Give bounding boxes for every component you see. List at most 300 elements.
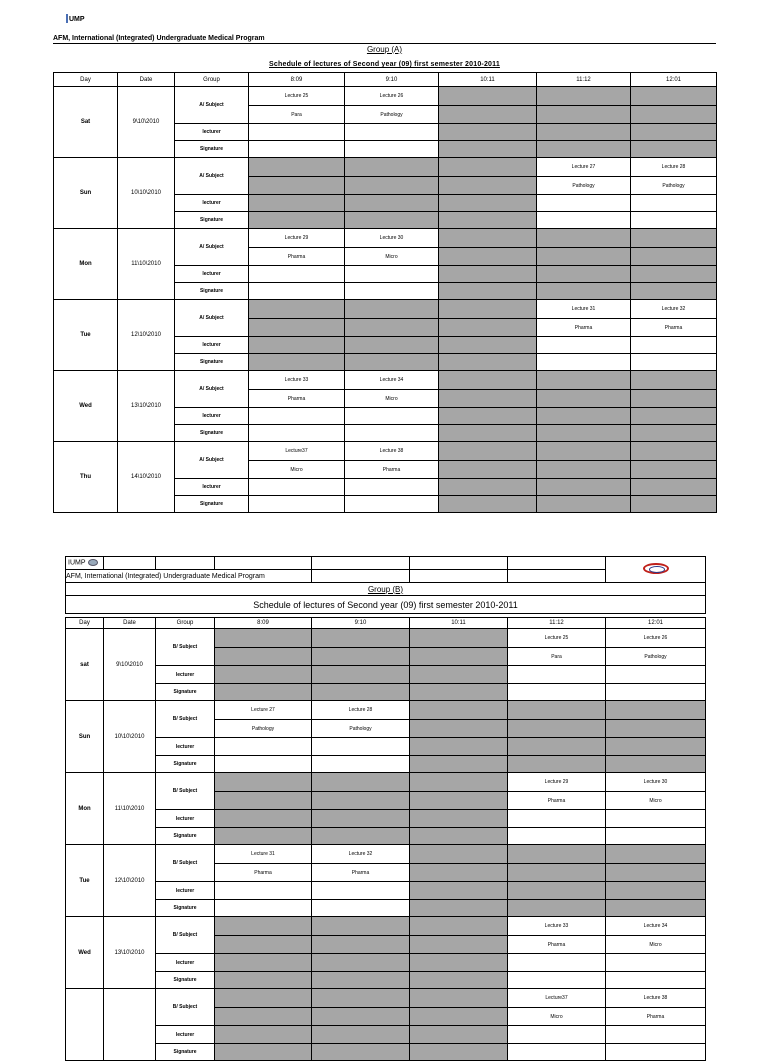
empty-slot (439, 496, 537, 513)
lecture-number: Lecture 27 (215, 701, 312, 720)
empty-slot (537, 248, 631, 266)
empty-slot (537, 408, 631, 425)
empty-slot (631, 390, 717, 408)
date-cell: 9\10\2010 (104, 629, 156, 701)
empty-slot (537, 229, 631, 248)
lecturer-cell (249, 266, 345, 283)
day-cell: Tue (54, 300, 118, 371)
table-row (66, 954, 706, 972)
empty-slot (537, 106, 631, 124)
lecture-number: Lecture 29 (508, 773, 606, 792)
date-cell: 10\10\2010 (104, 701, 156, 773)
lecture-number: Lecture 27 (537, 158, 631, 177)
day-cell: Sun (54, 158, 118, 229)
empty-slot (606, 701, 706, 720)
day-cell: Wed (66, 917, 104, 989)
empty-slot (410, 989, 508, 1008)
ump-logo-icon (66, 14, 68, 23)
empty-slot (215, 1026, 312, 1044)
lecture-number: Lecture 33 (249, 371, 345, 390)
table-row (66, 629, 706, 648)
day-cell: Thu (54, 442, 118, 513)
lecturer-cell (345, 479, 439, 496)
lecturer-cell (631, 195, 717, 212)
header-blank-cell (508, 557, 606, 570)
signature-cell (215, 900, 312, 917)
lecture-number: Lecture 30 (345, 229, 439, 248)
signature-cell (249, 496, 345, 513)
empty-slot (345, 212, 439, 229)
emblem-icon (643, 563, 669, 574)
empty-slot (345, 158, 439, 177)
lecture-number: Lecture 38 (345, 442, 439, 461)
column-header: 9:10 (345, 73, 439, 87)
column-header: Date (118, 73, 175, 87)
date-cell (104, 989, 156, 1061)
empty-slot (410, 648, 508, 666)
emblem-cell (606, 557, 706, 583)
signature-cell (631, 212, 717, 229)
signature-label: Signature (156, 1044, 215, 1061)
empty-slot (439, 337, 537, 354)
lecturer-cell (508, 1026, 606, 1044)
lecture-subject: Pathology (215, 720, 312, 738)
header-blank-cell (156, 557, 215, 570)
lecturer-cell (345, 266, 439, 283)
globe-icon (88, 559, 98, 566)
signature-label: Signature (175, 496, 249, 513)
lecture-number: Lecture 33 (508, 917, 606, 936)
empty-slot (249, 354, 345, 371)
empty-slot (439, 354, 537, 371)
column-header: 8:09 (215, 618, 312, 629)
signature-cell (508, 828, 606, 845)
subject-label: B/ Subject (156, 629, 215, 666)
signature-cell (249, 141, 345, 158)
empty-slot (439, 195, 537, 212)
signature-label: Signature (175, 425, 249, 442)
signature-cell (508, 684, 606, 701)
lecture-subject: Pathology (606, 648, 706, 666)
subject-label: B/ Subject (156, 989, 215, 1026)
subject-label: A/ Subject (175, 87, 249, 124)
empty-slot (249, 300, 345, 319)
day-cell: Sun (66, 701, 104, 773)
lecture-subject: Micro (606, 792, 706, 810)
lecture-subject: Micro (606, 936, 706, 954)
day-cell: Sat (54, 87, 118, 158)
table-row (66, 756, 706, 773)
empty-slot (606, 720, 706, 738)
lecture-number: Lecture 26 (345, 87, 439, 106)
empty-slot (439, 266, 537, 283)
empty-slot (537, 266, 631, 283)
lecture-subject: Pathology (312, 720, 410, 738)
table-row (66, 738, 706, 756)
empty-slot (312, 828, 410, 845)
empty-slot (345, 177, 439, 195)
empty-slot (631, 106, 717, 124)
lecture-subject: Pharma (631, 319, 717, 337)
lecture-number: Lecture37 (249, 442, 345, 461)
lecturer-cell (249, 479, 345, 496)
empty-slot (508, 864, 606, 882)
lecturer-cell (508, 954, 606, 972)
signature-cell (606, 828, 706, 845)
empty-slot (631, 141, 717, 158)
lecture-subject: Micro (508, 1008, 606, 1026)
empty-slot (410, 773, 508, 792)
lecture-number: Lecture 25 (508, 629, 606, 648)
empty-slot (537, 283, 631, 300)
signature-label: Signature (175, 141, 249, 158)
table-row (66, 972, 706, 989)
empty-slot (215, 629, 312, 648)
lecture-subject: Para (249, 106, 345, 124)
empty-slot (410, 972, 508, 989)
empty-slot (537, 124, 631, 141)
signature-label: Signature (175, 354, 249, 371)
lecturer-cell (606, 810, 706, 828)
empty-slot (345, 337, 439, 354)
empty-slot (631, 425, 717, 442)
empty-slot (410, 1008, 508, 1026)
lecture-number: Lecture 26 (606, 629, 706, 648)
table-row (66, 882, 706, 900)
lecture-number: Lecture 28 (312, 701, 410, 720)
table-row (66, 989, 706, 1008)
lecturer-cell (606, 954, 706, 972)
empty-slot (312, 1044, 410, 1061)
column-header: Day (54, 73, 118, 87)
empty-slot (215, 773, 312, 792)
signature-cell (249, 283, 345, 300)
empty-slot (312, 1026, 410, 1044)
empty-slot (410, 828, 508, 845)
lecturer-label: lecturer (156, 666, 215, 684)
empty-slot (215, 666, 312, 684)
empty-slot (508, 845, 606, 864)
lecture-subject: Pharma (249, 248, 345, 266)
signature-cell (631, 354, 717, 371)
column-header: Date (104, 618, 156, 629)
lecture-subject: Micro (345, 248, 439, 266)
column-header: 11:12 (508, 618, 606, 629)
day-cell: sat (66, 629, 104, 701)
empty-slot (410, 882, 508, 900)
empty-slot (249, 319, 345, 337)
header-divider-a (53, 43, 716, 44)
empty-slot (631, 461, 717, 479)
lecture-subject: Pharma (249, 390, 345, 408)
table-row (66, 845, 706, 864)
empty-slot (312, 989, 410, 1008)
logo-text-b: IUMP (68, 559, 86, 567)
lecture-number: Lecture 34 (606, 917, 706, 936)
empty-slot (439, 106, 537, 124)
lecture-subject: Micro (345, 390, 439, 408)
empty-slot (631, 479, 717, 496)
empty-slot (410, 936, 508, 954)
lecture-subject: Pharma (312, 864, 410, 882)
signature-label: Signature (175, 283, 249, 300)
empty-slot (410, 810, 508, 828)
empty-slot (410, 738, 508, 756)
empty-slot (410, 756, 508, 773)
header-blank-cell (312, 557, 410, 570)
empty-slot (631, 408, 717, 425)
empty-slot (537, 442, 631, 461)
lecture-number: Lecture 29 (249, 229, 345, 248)
subject-label: B/ Subject (156, 701, 215, 738)
date-cell: 12\10\2010 (104, 845, 156, 917)
signature-cell (537, 354, 631, 371)
empty-slot (410, 701, 508, 720)
table-row (54, 442, 717, 461)
lecturer-cell (249, 408, 345, 425)
lecture-subject: Pharma (345, 461, 439, 479)
signature-cell (606, 684, 706, 701)
date-cell: 9\10\2010 (118, 87, 175, 158)
column-header: 10:11 (439, 73, 537, 87)
subject-label: A/ Subject (175, 371, 249, 408)
empty-slot (439, 248, 537, 266)
empty-slot (410, 864, 508, 882)
empty-slot (439, 425, 537, 442)
subject-label: A/ Subject (175, 300, 249, 337)
signature-cell (606, 972, 706, 989)
empty-slot (508, 882, 606, 900)
empty-slot (215, 648, 312, 666)
empty-slot (439, 177, 537, 195)
signature-cell (345, 283, 439, 300)
lecturer-label: lecturer (175, 337, 249, 354)
empty-slot (249, 195, 345, 212)
lecturer-cell (345, 124, 439, 141)
empty-slot (537, 141, 631, 158)
lecturer-cell (249, 124, 345, 141)
subject-label: B/ Subject (156, 845, 215, 882)
empty-slot (537, 496, 631, 513)
subject-label: A/ Subject (175, 229, 249, 266)
signature-label: Signature (156, 900, 215, 917)
empty-slot (606, 738, 706, 756)
group-title-b: Group (B) (66, 583, 706, 596)
empty-slot (631, 229, 717, 248)
day-cell: Tue (66, 845, 104, 917)
column-header: 8:09 (249, 73, 345, 87)
lecturer-cell (606, 666, 706, 684)
empty-slot (215, 954, 312, 972)
empty-slot (215, 1044, 312, 1061)
table-row (66, 900, 706, 917)
lecture-subject: Micro (249, 461, 345, 479)
lecturer-label: lecturer (156, 882, 215, 900)
empty-slot (410, 720, 508, 738)
table-row (66, 684, 706, 701)
lecturer-cell (537, 195, 631, 212)
empty-slot (631, 371, 717, 390)
table-row (66, 917, 706, 936)
empty-slot (439, 124, 537, 141)
empty-slot (439, 229, 537, 248)
empty-slot (345, 195, 439, 212)
empty-slot (345, 300, 439, 319)
program-title-a: AFM, International (Integrated) Undergraduate Medical Program (53, 35, 265, 42)
empty-slot (439, 479, 537, 496)
signature-cell (215, 756, 312, 773)
empty-slot (249, 177, 345, 195)
lecture-number: Lecture 32 (312, 845, 410, 864)
empty-slot (410, 1026, 508, 1044)
empty-slot (439, 87, 537, 106)
table-row (54, 229, 717, 248)
lecturer-label: lecturer (175, 479, 249, 496)
empty-slot (631, 248, 717, 266)
signature-cell (537, 212, 631, 229)
lecture-subject: Pathology (631, 177, 717, 195)
schedule-title-a: Schedule of lectures of Second year (09) first semester 2010-2011 (269, 61, 500, 68)
empty-slot (215, 936, 312, 954)
lecturer-label: lecturer (175, 124, 249, 141)
empty-slot (439, 442, 537, 461)
group-b-header (65, 556, 706, 614)
empty-slot (215, 810, 312, 828)
empty-slot (508, 738, 606, 756)
empty-slot (606, 864, 706, 882)
table-row (66, 810, 706, 828)
empty-slot (215, 792, 312, 810)
empty-slot (631, 496, 717, 513)
empty-slot (537, 371, 631, 390)
lecture-subject: Pharma (508, 792, 606, 810)
lecture-number: Lecture 30 (606, 773, 706, 792)
header-row (66, 618, 706, 629)
day-cell: Mon (66, 773, 104, 845)
empty-slot (312, 648, 410, 666)
empty-slot (606, 845, 706, 864)
empty-slot (249, 158, 345, 177)
column-header: 12:01 (631, 73, 717, 87)
empty-slot (345, 319, 439, 337)
empty-slot (606, 882, 706, 900)
empty-slot (345, 354, 439, 371)
empty-slot (215, 828, 312, 845)
table-row (66, 1026, 706, 1044)
signature-cell (345, 496, 439, 513)
signature-cell (508, 1044, 606, 1061)
lecture-subject: Pharma (606, 1008, 706, 1026)
subject-label: B/ Subject (156, 773, 215, 810)
column-header: Day (66, 618, 104, 629)
date-cell: 13\10\2010 (118, 371, 175, 442)
date-cell: 12\10\2010 (118, 300, 175, 371)
lecturer-label: lecturer (156, 1026, 215, 1044)
lecture-number: Lecture 31 (537, 300, 631, 319)
empty-slot (312, 972, 410, 989)
lecturer-cell (312, 738, 410, 756)
header-blank-cell (312, 570, 410, 583)
empty-slot (312, 629, 410, 648)
lecturer-label: lecturer (156, 738, 215, 756)
empty-slot (439, 141, 537, 158)
header-row (54, 73, 717, 87)
empty-slot (410, 684, 508, 701)
column-header: 9:10 (312, 618, 410, 629)
lecturer-label: lecturer (175, 266, 249, 283)
empty-slot (312, 684, 410, 701)
empty-slot (410, 792, 508, 810)
table-row (54, 371, 717, 390)
column-header: 10:11 (410, 618, 508, 629)
lecture-subject: Pharma (537, 319, 631, 337)
signature-label: Signature (156, 756, 215, 773)
header-blank-cell (410, 557, 508, 570)
lecturer-label: lecturer (175, 195, 249, 212)
lecture-number: Lecture 28 (631, 158, 717, 177)
empty-slot (410, 900, 508, 917)
lecturer-cell (508, 666, 606, 684)
lecturer-cell (508, 810, 606, 828)
empty-slot (215, 917, 312, 936)
lecture-number: Lecture 34 (345, 371, 439, 390)
signature-cell (312, 900, 410, 917)
empty-slot (537, 461, 631, 479)
signature-cell (345, 141, 439, 158)
table-row (66, 701, 706, 720)
subject-label: A/ Subject (175, 158, 249, 195)
lecturer-cell (215, 738, 312, 756)
table-row (54, 87, 717, 106)
empty-slot (606, 756, 706, 773)
empty-slot (439, 408, 537, 425)
header-blank-cell (215, 557, 312, 570)
schedule-table-b (65, 617, 706, 1061)
empty-slot (312, 1008, 410, 1026)
lecturer-cell (631, 337, 717, 354)
empty-slot (631, 124, 717, 141)
empty-slot (439, 319, 537, 337)
lecture-number: Lecture 32 (631, 300, 717, 319)
empty-slot (215, 1008, 312, 1026)
empty-slot (439, 390, 537, 408)
empty-slot (508, 720, 606, 738)
lecturer-label: lecturer (175, 408, 249, 425)
table-row (66, 828, 706, 845)
empty-slot (439, 158, 537, 177)
day-cell (66, 989, 104, 1061)
group-title-a: Group (A) (366, 45, 403, 54)
empty-slot (312, 773, 410, 792)
signature-label: Signature (156, 828, 215, 845)
signature-label: Signature (156, 972, 215, 989)
empty-slot (439, 300, 537, 319)
signature-label: Signature (156, 684, 215, 701)
date-cell: 11\10\2010 (104, 773, 156, 845)
lecturer-label: lecturer (156, 954, 215, 972)
empty-slot (537, 479, 631, 496)
empty-slot (631, 283, 717, 300)
empty-slot (312, 792, 410, 810)
date-cell: 10\10\2010 (118, 158, 175, 229)
signature-cell (249, 425, 345, 442)
lecturer-cell (215, 882, 312, 900)
empty-slot (508, 756, 606, 773)
lecturer-label: lecturer (156, 810, 215, 828)
empty-slot (410, 666, 508, 684)
lecture-subject: Pharma (508, 936, 606, 954)
lecture-number: Lecture37 (508, 989, 606, 1008)
